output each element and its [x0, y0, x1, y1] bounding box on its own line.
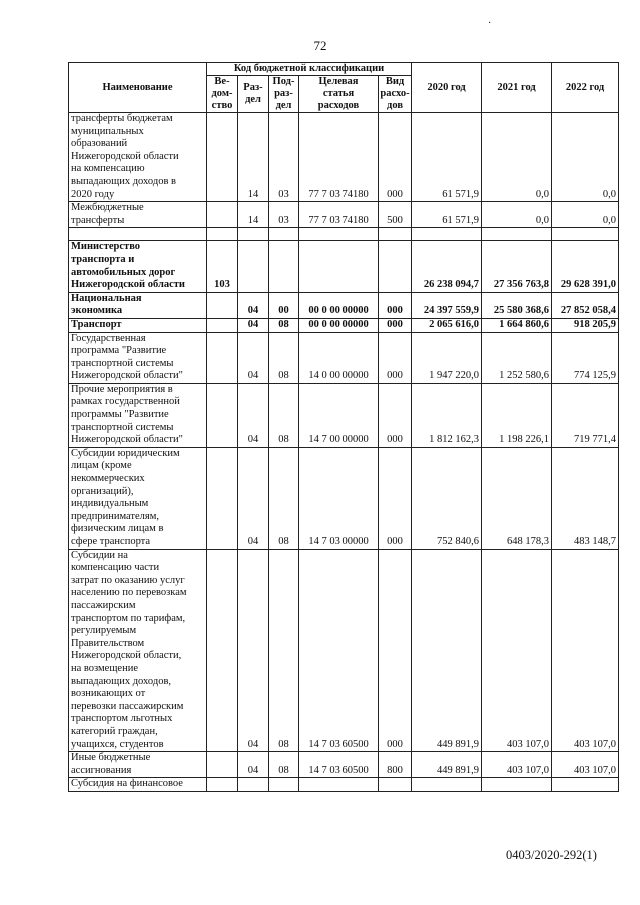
table-body — [69, 113, 619, 792]
row-name-line: Министерство — [71, 241, 141, 253]
podrazdel-cell: 08 — [269, 383, 299, 447]
header-line: расходов — [317, 100, 360, 111]
table-row — [69, 383, 619, 447]
table-row — [69, 202, 619, 228]
row-name-line: перевозки пассажирским — [71, 700, 184, 712]
expense-type-cell: 800 — [379, 752, 412, 778]
vedomstvo-cell — [207, 332, 238, 383]
row-name — [69, 228, 207, 241]
header-line: расхо- — [380, 88, 410, 99]
amount-2020-cell: 26 238 094,7 — [412, 241, 482, 292]
amount-2021-cell: 0,0 — [482, 202, 552, 228]
row-name-line: Транспорт — [71, 318, 122, 330]
header-line: Целевая — [318, 76, 359, 87]
razdel-cell: 04 — [238, 549, 269, 752]
amount-2021-cell: 1 252 580,6 — [482, 332, 552, 383]
row-name-line: Правительством — [71, 637, 145, 649]
target-article-cell: 00 0 00 00000 — [299, 318, 379, 332]
row-name-line: Межбюджетные — [71, 202, 144, 214]
target-article-cell: 77 7 03 74180 — [299, 113, 379, 202]
header-line: статья — [322, 88, 355, 99]
row-name-line: Прочие мероприятия в — [71, 383, 173, 395]
vedomstvo-cell — [207, 292, 238, 318]
amount-2020-cell: 449 891,9 — [412, 752, 482, 778]
amount-2022-cell — [552, 228, 619, 241]
amount-2021-cell: 648 178,3 — [482, 447, 552, 549]
table-row — [69, 447, 619, 549]
document-code: 0403/2020-292(1) — [506, 848, 597, 862]
row-name-line: программы "Развитие — [71, 409, 169, 421]
row-name-line: Нижегородской области — [71, 279, 185, 291]
amount-2020-cell: 449 891,9 — [412, 549, 482, 752]
row-name — [69, 241, 207, 292]
row-name-line: населению по перевозкам — [71, 587, 187, 599]
row-name — [69, 318, 207, 332]
vedomstvo-cell — [207, 228, 238, 241]
podrazdel-cell — [269, 241, 299, 292]
amount-2020-cell — [412, 228, 482, 241]
row-name — [69, 332, 207, 383]
vedomstvo-cell — [207, 549, 238, 752]
amount-2020-cell: 61 571,9 — [412, 202, 482, 228]
razdel-cell — [238, 228, 269, 241]
podrazdel-cell: 08 — [269, 318, 299, 332]
target-article-cell: 14 0 00 00000 — [299, 332, 379, 383]
row-name-line: трансферты бюджетам — [71, 113, 173, 124]
row-name-line: экономика — [71, 305, 123, 317]
amount-2022-cell: 403 107,0 — [552, 752, 619, 778]
header-year-2022: 2022 год — [552, 63, 619, 113]
podrazdel-cell: 00 — [269, 292, 299, 318]
header-razdel — [238, 76, 269, 113]
amount-2020-cell: 24 397 559,9 — [412, 292, 482, 318]
row-name-line: транспортом по тарифам, — [71, 612, 186, 624]
row-name-line: сфере транспорта — [71, 536, 151, 547]
target-article-cell — [299, 241, 379, 292]
podrazdel-cell: 08 — [269, 752, 299, 778]
amount-2021-cell: 0,0 — [482, 113, 552, 202]
vedomstvo-cell — [207, 113, 238, 202]
row-name-line: Государственная — [71, 332, 146, 344]
vedomstvo-cell — [207, 202, 238, 228]
vedomstvo-cell: 103 — [207, 241, 238, 292]
target-article-cell — [299, 228, 379, 241]
tick-mark: · — [488, 18, 492, 29]
razdel-cell — [238, 778, 269, 792]
row-name-line: образований — [71, 138, 128, 150]
razdel-cell: 04 — [238, 332, 269, 383]
row-name-line: выпадающих доходов в — [71, 175, 176, 187]
row-name-line: муниципальных — [71, 125, 144, 137]
podrazdel-cell: 03 — [269, 202, 299, 228]
header-line: Ве- — [214, 76, 230, 87]
vedomstvo-cell — [207, 318, 238, 332]
razdel-cell: 04 — [238, 383, 269, 447]
vedomstvo-cell — [207, 383, 238, 447]
header-line: раз- — [274, 88, 293, 99]
amount-2020-cell: 1 812 162,3 — [412, 383, 482, 447]
target-article-cell: 77 7 03 74180 — [299, 202, 379, 228]
target-article-cell: 14 7 00 00000 — [299, 383, 379, 447]
row-name-line: транспорта и — [71, 253, 135, 265]
row-name-line: некоммерческих — [71, 473, 145, 485]
expense-type-cell: 000 — [379, 383, 412, 447]
row-name-line: Субсидии на — [71, 549, 128, 561]
row-name-line: учащихся, студентов — [71, 738, 164, 750]
row-name-line: 2020 году — [71, 188, 115, 200]
amount-2021-cell: 25 580 368,6 — [482, 292, 552, 318]
vedomstvo-cell — [207, 752, 238, 778]
table-row — [69, 318, 619, 332]
header-vedomstvo — [207, 76, 238, 113]
amount-2020-cell: 61 571,9 — [412, 113, 482, 202]
row-name-line: Субсидии юридическим — [71, 447, 180, 459]
header-line: дов — [387, 100, 404, 111]
amount-2022-cell: 27 852 058,4 — [552, 292, 619, 318]
vedomstvo-cell — [207, 778, 238, 792]
row-name-line: организаций), — [71, 485, 134, 497]
amount-2021-cell: 403 107,0 — [482, 752, 552, 778]
header-line: Вид — [385, 76, 405, 87]
amount-2022-cell: 29 628 391,0 — [552, 241, 619, 292]
header-year-2020: 2020 год — [412, 63, 482, 113]
row-name-line: Нижегородской области, — [71, 650, 182, 662]
header-line: дел — [275, 100, 292, 111]
amount-2020-cell: 752 840,6 — [412, 447, 482, 549]
row-name-line: на компенсацию — [71, 163, 145, 175]
row-name-line: выпадающих доходов, — [71, 675, 172, 687]
expense-type-cell — [379, 228, 412, 241]
razdel-cell: 14 — [238, 202, 269, 228]
expense-type-cell: 000 — [379, 332, 412, 383]
amount-2021-cell: 1 664 860,6 — [482, 318, 552, 332]
amount-2021-cell: 1 198 226,1 — [482, 383, 552, 447]
row-name-line: регулируемым — [71, 625, 137, 637]
header-line: дел — [245, 94, 261, 105]
razdel-cell: 04 — [238, 752, 269, 778]
expense-type-cell: 500 — [379, 202, 412, 228]
expense-type-cell — [379, 778, 412, 792]
amount-2022-cell: 719 771,4 — [552, 383, 619, 447]
amount-2022-cell — [552, 778, 619, 792]
razdel-cell: 04 — [238, 447, 269, 549]
row-name-line: трансферты — [71, 214, 125, 226]
razdel-cell: 14 — [238, 113, 269, 202]
header-line: ство — [211, 100, 233, 111]
row-name-line: транспортной системы — [71, 357, 174, 369]
page-number: 72 — [313, 38, 327, 53]
row-name-line: Иные бюджетные — [71, 752, 151, 764]
row-name-line: лицам (кроме — [71, 460, 132, 472]
amount-2021-cell — [482, 778, 552, 792]
amount-2022-cell: 774 125,9 — [552, 332, 619, 383]
header-classification-code: Код бюджетной классификации — [207, 63, 412, 76]
amount-2022-cell: 403 107,0 — [552, 549, 619, 752]
row-name-line: рамках государственной — [71, 396, 180, 408]
row-name-line: на возмещение — [71, 662, 138, 674]
header-line: Раз- — [243, 82, 263, 93]
row-name-line: транспортной системы — [71, 421, 174, 433]
podrazdel-cell — [269, 228, 299, 241]
row-name-line: компенсацию части — [71, 562, 160, 574]
row-name-line: категорий граждан, — [71, 725, 158, 737]
row-name-line: предпринимателям, — [71, 510, 160, 522]
row-name-line: Национальная — [71, 292, 142, 304]
expense-type-cell: 000 — [379, 549, 412, 752]
row-name-line: возникающих от — [71, 688, 146, 700]
row-name-line: затрат по оказанию услуг — [71, 574, 185, 586]
expense-type-cell: 000 — [379, 447, 412, 549]
razdel-cell: 04 — [238, 292, 269, 318]
row-name — [69, 549, 207, 752]
amount-2020-cell — [412, 778, 482, 792]
amount-2022-cell: 0,0 — [552, 202, 619, 228]
table-row — [69, 228, 619, 241]
expense-type-cell: 000 — [379, 292, 412, 318]
razdel-cell — [238, 241, 269, 292]
table-row — [69, 332, 619, 383]
amount-2021-cell: 27 356 763,8 — [482, 241, 552, 292]
expense-type-cell: 000 — [379, 318, 412, 332]
amount-2022-cell: 918 205,9 — [552, 318, 619, 332]
target-article-cell: 14 7 03 60500 — [299, 752, 379, 778]
row-name-line: Субсидия на финансовое — [71, 778, 183, 790]
row-name — [69, 292, 207, 318]
razdel-cell: 04 — [238, 318, 269, 332]
header-line: дом- — [211, 88, 233, 99]
vedomstvo-cell — [207, 447, 238, 549]
row-name-line: Нижегородской области" — [71, 434, 183, 446]
table-row — [69, 752, 619, 778]
amount-2021-cell: 403 107,0 — [482, 549, 552, 752]
podrazdel-cell: 08 — [269, 549, 299, 752]
row-name — [69, 202, 207, 228]
row-name-line: автомобильных дорог — [71, 266, 176, 278]
amount-2022-cell: 0,0 — [552, 113, 619, 202]
budget-table — [68, 62, 619, 792]
header-podrazdel — [269, 76, 299, 113]
header-year-2021: 2021 год — [482, 63, 552, 113]
header-expense-type — [379, 76, 412, 113]
row-name-line: ассигнования — [71, 764, 132, 776]
table-row — [69, 241, 619, 292]
header-target-article — [299, 76, 379, 113]
row-name-line: пассажирским — [71, 599, 136, 611]
row-name — [69, 778, 207, 792]
row-name-line: Нижегородской области" — [71, 370, 183, 382]
row-name-line: индивидуальным — [71, 498, 149, 510]
podrazdel-cell: 08 — [269, 332, 299, 383]
row-name-line: транспортом льготных — [71, 713, 173, 725]
target-article-cell: 00 0 00 00000 — [299, 292, 379, 318]
table-row — [69, 778, 619, 792]
table-row — [69, 549, 619, 752]
podrazdel-cell: 08 — [269, 447, 299, 549]
expense-type-cell — [379, 241, 412, 292]
row-name-line: программа "Развитие — [71, 345, 167, 357]
row-name — [69, 113, 207, 202]
header-name: Наименование — [69, 63, 207, 113]
row-name — [69, 447, 207, 549]
table-row — [69, 292, 619, 318]
amount-2021-cell — [482, 228, 552, 241]
podrazdel-cell: 03 — [269, 113, 299, 202]
target-article-cell — [299, 778, 379, 792]
amount-2020-cell: 1 947 220,0 — [412, 332, 482, 383]
row-name-line: физическим лицам в — [71, 523, 164, 535]
header-line: Под- — [272, 76, 295, 87]
podrazdel-cell — [269, 778, 299, 792]
table-row — [69, 113, 619, 202]
target-article-cell: 14 7 03 60500 — [299, 549, 379, 752]
amount-2022-cell: 483 148,7 — [552, 447, 619, 549]
row-name — [69, 752, 207, 778]
row-name-line: Нижегородской области — [71, 150, 179, 162]
expense-type-cell: 000 — [379, 113, 412, 202]
row-name — [69, 383, 207, 447]
target-article-cell: 14 7 03 00000 — [299, 447, 379, 549]
amount-2020-cell: 2 065 616,0 — [412, 318, 482, 332]
